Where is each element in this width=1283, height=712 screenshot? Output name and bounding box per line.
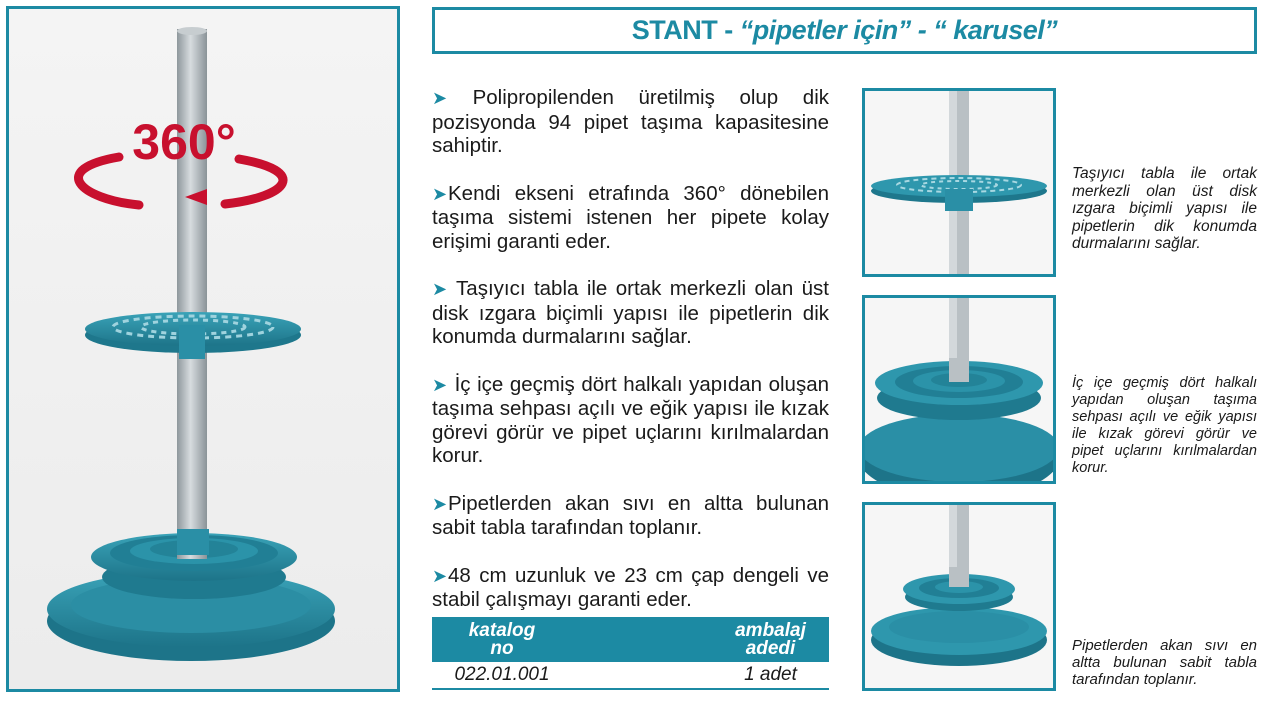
arrow-icon: ➤ — [432, 493, 448, 514]
caption-ring-carrier: İç içe geçmiş dört halkalı yapıdan oluşan taşıma sehpası açılı ve eğik yapısı ile kızak görevi görür ve pipet uçlarını kırılmalardan korur. — [1072, 375, 1257, 476]
arrow-icon: ➤ — [432, 565, 448, 586]
header-catalog-no — [432, 619, 572, 659]
title-italic: “pipetler için” - “ karusel” — [739, 15, 1058, 45]
feature-list — [432, 86, 829, 636]
header-text: katalog — [468, 619, 536, 641]
caption-upper-disk: Taşıyıcı tabla ile ortak merkezli olan üst disk ızgara biçimli yapısı ile pipetlerin dik konumda durmalarını sağlar. — [1072, 165, 1257, 252]
page-title — [632, 15, 1058, 46]
feature-item — [432, 564, 829, 612]
feature-item — [432, 277, 829, 349]
arrow-icon: ➤ — [432, 279, 448, 299]
catalog-table — [432, 617, 829, 690]
header-text: adedi — [745, 637, 796, 659]
base-dish-illustration — [865, 505, 1053, 688]
header-text: no — [490, 637, 514, 659]
feature-text: 48 cm uzunluk ve 23 cm çap dengeli ve stabil çalışmayı garanti eder. — [432, 563, 829, 611]
title-prefix: STANT - — [631, 15, 740, 45]
caption-base: Pipetlerden akan sıvı en altta bulunan sabit tabla tarafından toplanır. — [1072, 637, 1257, 688]
cell-catalog-no: 022.01.001 — [454, 664, 550, 685]
feature-text: Taşıyıcı tabla ile ortak merkezli olan üst disk ızgara biçimli yapısı ile pipetlerin dik konumda durmalarını sağlar. — [432, 277, 829, 348]
header-text: ambalaj — [735, 619, 806, 641]
feature-text: Polipropilenden üretilmiş olup dik pozisyonda 94 pipet taşıma kapasitesine sahiptir. — [432, 86, 829, 157]
arrow-icon: ➤ — [432, 183, 448, 204]
main-product-image — [6, 6, 400, 692]
pipette-carousel-illustration — [9, 9, 397, 689]
arrow-icon: ➤ — [432, 88, 448, 108]
table-header — [432, 617, 829, 662]
arrow-icon: ➤ — [432, 374, 448, 395]
header-package — [572, 619, 829, 659]
feature-text: Pipetlerden akan sıvı en altta bulunan sabit tabla tarafından toplanır. — [432, 491, 829, 539]
detail-image-ring-carrier — [862, 295, 1056, 484]
ring-carrier-illustration — [865, 298, 1053, 481]
rotation-badge-text: 360° — [132, 114, 236, 170]
table-row — [432, 662, 829, 690]
feature-item — [432, 492, 829, 540]
feature-item — [432, 182, 829, 254]
detail-image-upper-disk — [862, 88, 1056, 277]
detail-image-base — [862, 502, 1056, 691]
cell-package: 1 adet — [744, 664, 797, 685]
upper-disk-illustration — [865, 91, 1053, 274]
feature-item — [432, 373, 829, 468]
feature-text: İç içe geçmiş dört halkalı yapıdan oluşan taşıma sehpası açılı ve eğik yapısı ile kızak görevi görür ve pipet uçlarını kırılmalardan korur. — [432, 372, 830, 467]
title-box — [432, 7, 1257, 54]
feature-text: Kendi ekseni etrafında 360° dönebilen taşıma sistemi istenen her pipete kolay erişimi garanti eder. — [432, 181, 829, 253]
feature-item — [432, 86, 829, 158]
